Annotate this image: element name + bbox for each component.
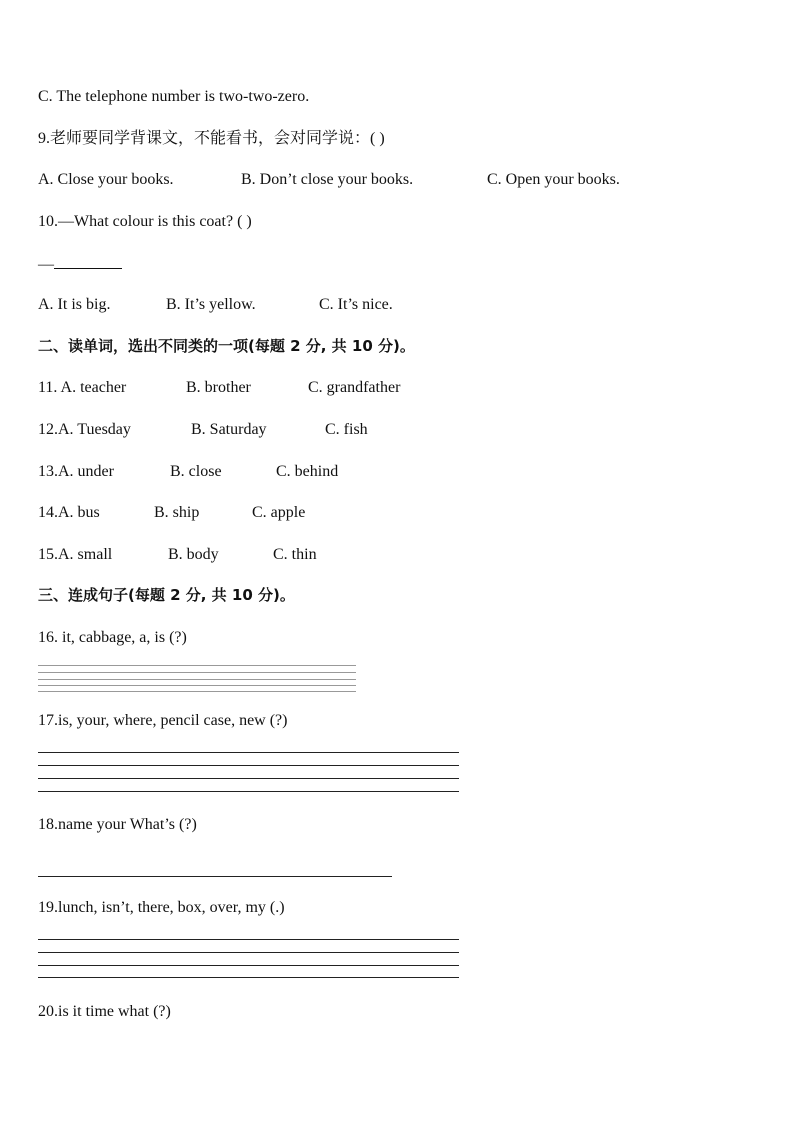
q14-option-c[interactable]: C. apple [252, 504, 306, 521]
q9-question: 9.老师要同学背课文，不能看书，会对同学说：( ) [38, 130, 385, 147]
q12-option-a[interactable]: 12.A. Tuesday [38, 421, 131, 438]
q10-option-b[interactable]: B. It’s yellow. [166, 296, 256, 313]
q16-writing-line[interactable] [38, 665, 356, 666]
q14-option-b[interactable]: B. ship [154, 504, 200, 521]
q19-writing-line[interactable] [38, 952, 459, 953]
q20-prompt: 20.is it time what (?) [38, 1003, 171, 1020]
q10-dash: — [38, 256, 54, 273]
q17-writing-line[interactable] [38, 752, 459, 753]
q18-writing-line[interactable] [38, 876, 392, 877]
q16-writing-line[interactable] [38, 679, 356, 680]
q18-prompt: 18.name your What’s (?) [38, 816, 197, 833]
section3-heading: 三、连成句子(每题 2 分, 共 10 分)。 [38, 586, 295, 604]
q10-option-a[interactable]: A. It is big. [38, 296, 111, 313]
q13-option-b[interactable]: B. close [170, 463, 222, 480]
q8-option-c: C. The telephone number is two-two-zero. [38, 88, 310, 105]
q11-option-c[interactable]: C. grandfather [308, 379, 401, 396]
section2-heading: 二、读单词，选出不同类的一项(每题 2 分, 共 10 分)。 [38, 337, 415, 355]
q11-option-a[interactable]: 11. A. teacher [38, 379, 127, 396]
q19-writing-line[interactable] [38, 965, 459, 966]
q16-writing-line[interactable] [38, 672, 356, 673]
q10-option-c[interactable]: C. It’s nice. [319, 296, 393, 313]
q19-writing-line[interactable] [38, 939, 459, 940]
q13-option-a[interactable]: 13.A. under [38, 463, 114, 480]
q11-option-b[interactable]: B. brother [186, 379, 251, 396]
q16-writing-line[interactable] [38, 691, 356, 692]
q10-answer-blank[interactable] [54, 254, 122, 269]
q10-answer-line [38, 254, 122, 275]
q9-option-a[interactable]: A. Close your books. [38, 171, 174, 188]
q15-option-c[interactable]: C. thin [273, 546, 317, 563]
q12-option-c[interactable]: C. fish [325, 421, 368, 438]
q9-option-c[interactable]: C. Open your books. [487, 171, 620, 188]
q13-option-c[interactable]: C. behind [276, 463, 339, 480]
q19-prompt: 19.lunch, isn’t, there, box, over, my (.) [38, 899, 285, 916]
q12-option-b[interactable]: B. Saturday [191, 421, 267, 438]
q16-writing-line[interactable] [38, 685, 356, 686]
q9-option-b[interactable]: B. Don’t close your books. [241, 171, 414, 188]
q17-writing-line[interactable] [38, 791, 459, 792]
q14-option-a[interactable]: 14.A. bus [38, 504, 100, 521]
q17-writing-line[interactable] [38, 765, 459, 766]
q17-writing-line[interactable] [38, 778, 459, 779]
q19-writing-line[interactable] [38, 977, 459, 978]
q16-prompt: 16. it, cabbage, a, is (?) [38, 629, 187, 646]
q15-option-a[interactable]: 15.A. small [38, 546, 113, 563]
q10-question: 10.—What colour is this coat? ( ) [38, 213, 252, 230]
q15-option-b[interactable]: B. body [168, 546, 219, 563]
q17-prompt: 17.is, your, where, pencil case, new (?) [38, 712, 288, 729]
